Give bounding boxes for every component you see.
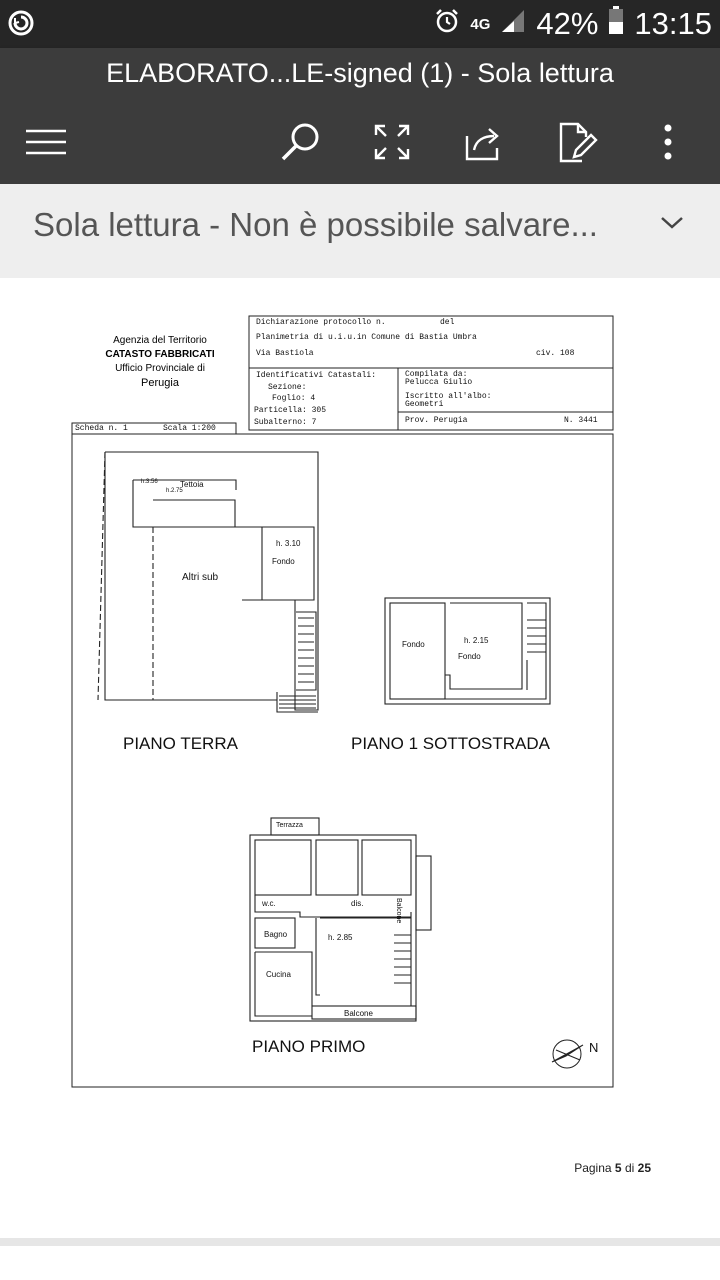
form-planimetria: Planimetria di u.i.u.in Comune di Bastia Umbra (256, 333, 477, 342)
form-foglio: Foglio: 4 (272, 394, 316, 403)
document-page[interactable] (0, 278, 720, 1238)
label-h275: h.2.75 (166, 488, 183, 494)
page-of: di (624, 1161, 635, 1175)
form-civ: civ. 108 (536, 349, 575, 358)
label-h356: h.3.56 (141, 479, 158, 485)
form-prov: Prov. Perugia (405, 416, 468, 425)
label-tettoia: Tettoia (180, 480, 204, 489)
label-fondo-sotto-2: Fondo (458, 652, 481, 661)
label-dis: dis. (351, 899, 364, 908)
search-button[interactable] (272, 114, 328, 170)
floor-title-sottostrada: PIANO 1 SOTTOSTRADA (351, 734, 551, 753)
fullscreen-button[interactable] (364, 114, 420, 170)
scheda-label: Scheda n. 1 (75, 424, 128, 433)
label-cucina: Cucina (266, 970, 291, 979)
page-total: 25 (637, 1161, 651, 1175)
office-name: Ufficio Provinciale di (115, 363, 205, 374)
clock: 13:15 (634, 6, 712, 41)
form-compilatore: Pelucca Giulio (405, 378, 473, 387)
form-dichiarazione: Dichiarazione protocollo n. (256, 318, 386, 327)
north-arrow (552, 1040, 583, 1068)
label-altri-sub: Altri sub (182, 572, 219, 583)
page-current: 5 (614, 1161, 622, 1175)
form-numero: N. 3441 (564, 416, 598, 425)
document-title: ELABORATO...LE-signed (1) - Sola lettura (106, 58, 614, 88)
form-identificativi: Identificativi Catastali: (256, 371, 377, 380)
form-del: del (440, 318, 455, 327)
status-bar (0, 0, 720, 48)
form-via: Via Bastiola (256, 349, 314, 358)
label-bagno: Bagno (264, 930, 288, 939)
label-balcone-bottom: Balcone (344, 1009, 373, 1018)
more-icon (662, 124, 674, 160)
label-wc: w.c. (262, 899, 276, 908)
office-city: Perugia (141, 377, 179, 389)
form-albo: Geometri (405, 400, 444, 409)
menu-icon (25, 128, 67, 156)
agency-name: Agenzia del Territorio (113, 335, 207, 346)
floor-plan-drawing (0, 278, 720, 1238)
form-sezione: Sezione: (268, 383, 307, 392)
floor-title-terra: PIANO TERRA (123, 734, 238, 753)
page-indicator (574, 1161, 651, 1175)
label-balcone-side: Balcone (395, 898, 402, 924)
chevron-down-icon[interactable] (660, 214, 684, 235)
app-bar (0, 48, 720, 184)
edit-icon (558, 121, 598, 163)
label-terrazza: Terrazza (276, 822, 303, 829)
share-icon (464, 122, 504, 162)
banner-message: Sola lettura - Non è possibile salvare... (33, 206, 598, 243)
edit-button[interactable] (550, 114, 606, 170)
form-subalterno: Subalterno: 7 (254, 418, 317, 427)
network-type: 4G (470, 15, 491, 33)
menu-button[interactable] (18, 114, 74, 170)
fullscreen-icon (373, 123, 411, 161)
form-iscritto: Iscritto all'albo: (405, 392, 492, 401)
floor-title-primo: PIANO PRIMO (252, 1037, 366, 1056)
signal-icon (500, 6, 526, 42)
more-button[interactable] (640, 114, 696, 170)
catasto-title: CATASTO FABBRICATI (105, 349, 215, 360)
label-fondo-sotto-1: Fondo (402, 640, 425, 649)
form-particella: Particella: 305 (254, 406, 327, 415)
label-fondo-terra: Fondo (272, 557, 295, 566)
label-h215: h. 2.15 (464, 636, 489, 645)
label-h285: h. 2.85 (328, 933, 353, 942)
label-h310: h. 3.10 (276, 539, 301, 548)
bottom-divider (0, 1238, 720, 1246)
search-icon (278, 120, 322, 164)
battery-percent: 42% (536, 6, 599, 41)
scala-label: Scala 1:200 (163, 424, 216, 433)
alarm-icon (434, 6, 460, 42)
read-only-banner[interactable] (0, 184, 720, 279)
battery-icon (608, 6, 624, 42)
agency-header (88, 334, 232, 390)
sync-icon (6, 8, 36, 38)
north-label: N (589, 1040, 599, 1055)
share-button[interactable] (456, 114, 512, 170)
form-compilata: Compilata da: (405, 370, 468, 379)
page-prefix: Pagina (574, 1161, 612, 1175)
